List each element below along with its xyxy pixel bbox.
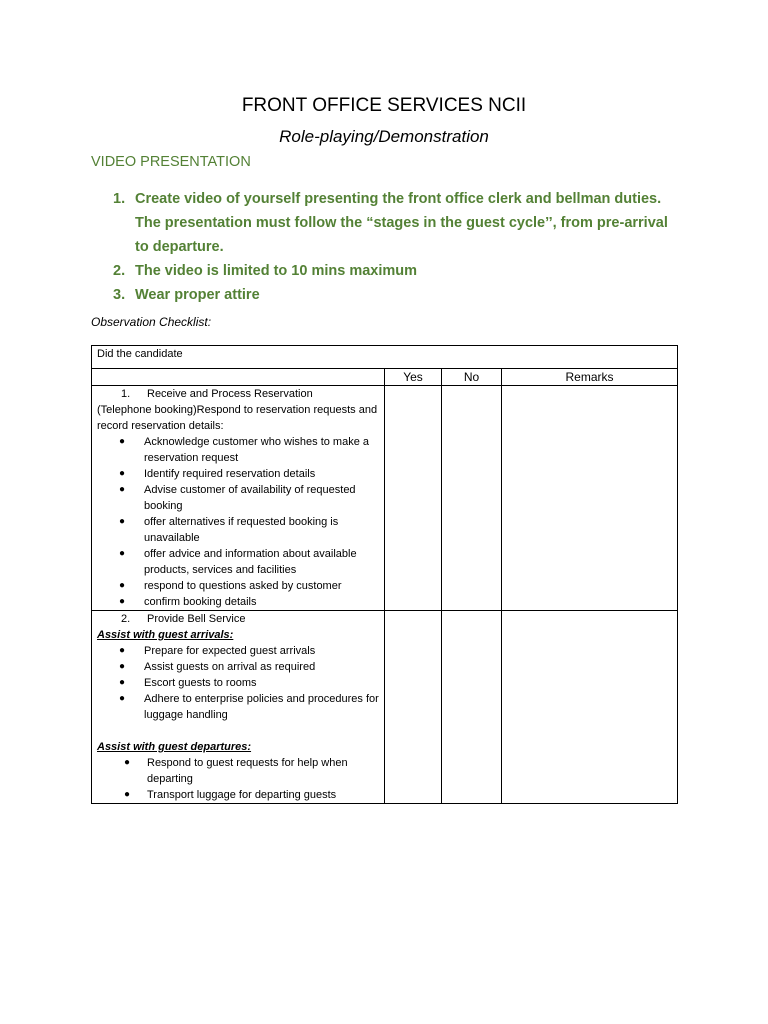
instruction-text: The video is limited to 10 mins maximum (135, 263, 418, 279)
item-bullet-list (97, 434, 379, 610)
bullet-icon: ● (119, 436, 126, 447)
checklist-header-row (92, 346, 678, 369)
list-item-text: Acknowledge customer who wishes to make a reservation request (144, 436, 369, 464)
bullet-icon: ● (119, 484, 126, 495)
list-item (97, 482, 379, 514)
bullet-icon: ● (119, 596, 126, 607)
list-item (97, 787, 379, 803)
list-item-text: Adhere to enterprise policies and procedures for luggage handling (144, 693, 379, 721)
list-item-text: Prepare for expected guest arrivals (144, 645, 316, 657)
bullet-icon: ● (119, 693, 126, 704)
item-title (97, 386, 379, 402)
instruction-item (113, 259, 673, 283)
checklist-row (92, 611, 678, 804)
departures-heading: Assist with guest departures: (97, 741, 252, 753)
bullet-icon: ● (119, 661, 126, 672)
checklist-item-cell (92, 386, 385, 611)
list-item-text: Identify required reservation details (144, 468, 316, 480)
yes-cell[interactable] (385, 386, 442, 611)
bullet-icon: ● (119, 677, 126, 688)
list-item (97, 755, 379, 787)
column-header-item (92, 369, 385, 386)
item-title-text: Provide Bell Service (147, 613, 246, 625)
instruction-number: 2. (113, 263, 126, 279)
instruction-item (113, 187, 673, 259)
checklist-item-cell (92, 611, 385, 804)
list-item (97, 514, 379, 546)
departures-bullet-list (97, 755, 379, 803)
column-header-yes: Yes (385, 369, 442, 386)
checklist-columns-row (92, 369, 678, 386)
no-cell[interactable] (442, 386, 502, 611)
observation-checklist-table (91, 345, 678, 804)
list-item-text: respond to questions asked by customer (144, 580, 342, 592)
arrivals-heading: Assist with guest arrivals: (97, 629, 234, 641)
list-item (97, 691, 379, 723)
instructions-list (113, 187, 673, 307)
item-number: 1. (121, 388, 131, 400)
section-heading: VIDEO PRESENTATION (91, 154, 251, 170)
item-title (97, 611, 379, 627)
bullet-icon: ● (124, 757, 131, 768)
instruction-number: 1. (113, 191, 126, 207)
document-title: FRONT OFFICE SERVICES NCII (241, 95, 527, 116)
remarks-cell[interactable] (502, 386, 678, 611)
list-item-text: Transport luggage for departing guests (147, 789, 337, 801)
list-item-text: offer advice and information about available products, services and facilities (144, 548, 357, 576)
checklist-row (92, 386, 678, 611)
item-title-text: Receive and Process Reservation (147, 388, 313, 400)
list-item (97, 675, 379, 691)
bullet-icon: ● (119, 516, 126, 527)
list-item (97, 546, 379, 578)
column-header-remarks: Remarks (502, 369, 678, 386)
bullet-icon: ● (119, 645, 126, 656)
instruction-number: 3. (113, 287, 126, 303)
spacer (97, 723, 379, 739)
list-item-text: Assist guests on arrival as required (144, 661, 316, 673)
instruction-text: Create video of yourself presenting the front office clerk and bellman duties. The presentation must follow the “stages in the guest cycle’’, from pre-arrival to departure. (135, 191, 668, 255)
no-cell[interactable] (442, 611, 502, 804)
yes-cell[interactable] (385, 611, 442, 804)
bullet-icon: ● (119, 580, 126, 591)
instruction-item (113, 283, 673, 307)
bullet-icon: ● (119, 548, 126, 559)
remarks-cell[interactable] (502, 611, 678, 804)
list-item-text: Escort guests to rooms (144, 677, 257, 689)
item-intro: (Telephone booking)Respond to reservation requests and record reservation details: (97, 404, 378, 432)
list-item-text: Advise customer of availability of requested booking (144, 484, 356, 512)
list-item-text: Respond to guest requests for help when departing (147, 757, 348, 785)
observation-checklist-label: Observation Checklist: (91, 315, 212, 329)
bullet-icon: ● (119, 468, 126, 479)
bullet-icon: ● (124, 789, 131, 800)
list-item-text: confirm booking details (144, 596, 257, 608)
list-item-text: offer alternatives if requested booking is unavailable (144, 516, 339, 544)
list-item (97, 594, 379, 610)
instruction-text: Wear proper attire (135, 287, 260, 303)
list-item (97, 578, 379, 594)
list-item (97, 466, 379, 482)
arrivals-bullet-list (97, 643, 379, 723)
document-subtitle: Role-playing/Demonstration (279, 127, 489, 146)
list-item (97, 434, 379, 466)
checklist-header: Did the candidate (92, 346, 678, 369)
column-header-no: No (442, 369, 502, 386)
list-item (97, 659, 379, 675)
list-item (97, 643, 379, 659)
item-number: 2. (121, 613, 131, 625)
